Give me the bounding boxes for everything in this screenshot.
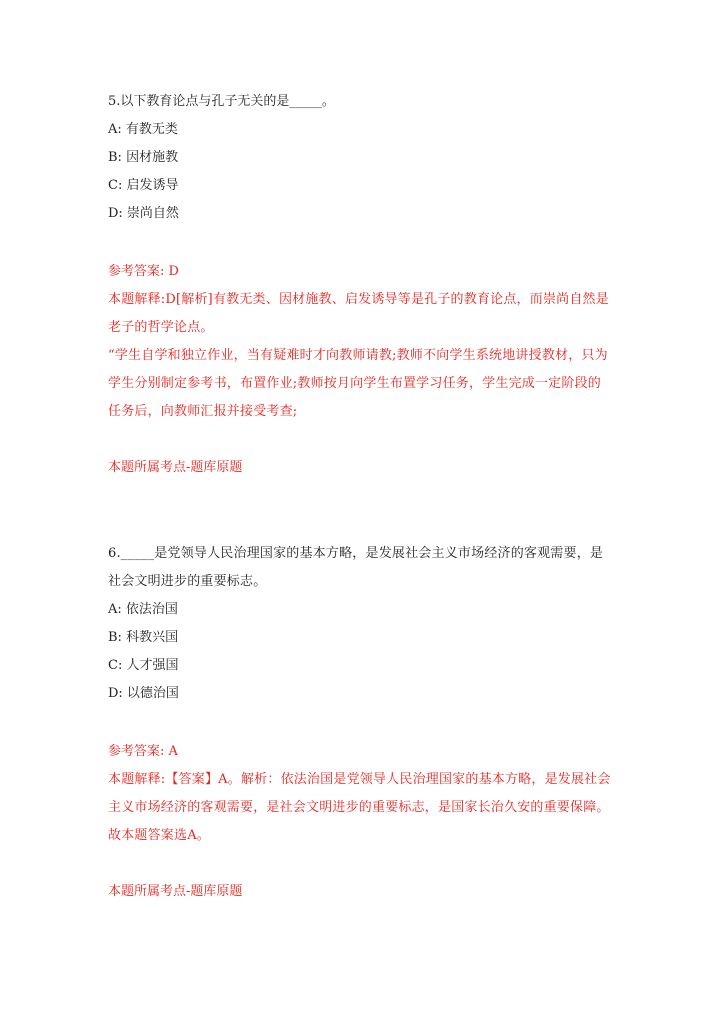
question-6-category: 本题所属考点-题库原题 <box>108 884 243 899</box>
question-6-answer: 参考答案: A <box>108 744 178 759</box>
question-6 <box>108 540 613 708</box>
question-5-option-d: D: 崇尚自然 <box>108 206 179 221</box>
question-5-answer-block <box>108 258 613 426</box>
question-5-answer: 参考答案: D <box>108 264 179 279</box>
question-5-category-block <box>108 454 613 482</box>
question-6-option-d: D: 以德治国 <box>108 686 179 701</box>
question-5-stem: 5.以下教育论点与孔子无关的是_____。 <box>108 94 335 109</box>
question-6-answer-block <box>108 738 613 850</box>
question-6-option-b: B: 科教兴国 <box>108 630 179 645</box>
question-5-option-b: B: 因材施教 <box>108 150 179 165</box>
question-5-quote: “学生自学和独立作业，当有疑难时才向教师请教;教师不向学生系统地讲授教材，只为学生分别制定参考书，布置作业;教师按月向学生布置学习任务，学生完成一定阶段的任务后，向教师汇报并接受考查; <box>108 348 608 419</box>
question-6-explanation: 本题解释:【答案】A。解析：依法治国是党领导人民治理国家的基本方略，是发展社会主义市场经济的客观需要，是社会文明进步的重要标志，是国家长治久安的重要保障。故本题答案选A。 <box>108 772 611 843</box>
question-5-option-c: C: 启发诱导 <box>108 178 179 193</box>
question-6-option-a: A: 依法治国 <box>108 602 178 617</box>
question-6-category-block <box>108 878 613 906</box>
question-6-option-c: C: 人才强国 <box>108 658 179 673</box>
question-5-category: 本题所属考点-题库原题 <box>108 460 243 475</box>
question-5-option-a: A: 有教无类 <box>108 122 178 137</box>
question-5 <box>108 88 613 228</box>
question-5-explanation: 本题解释:D[解析]有教无类、因材施教、启发诱导等是孔子的教育论点，而崇尚自然是老子的哲学论点。 <box>108 292 609 335</box>
question-6-stem: 6._____是党领导人民治理国家的基本方略，是发展社会主义市场经济的客观需要，是社会文明进步的重要标志。 <box>108 546 604 589</box>
